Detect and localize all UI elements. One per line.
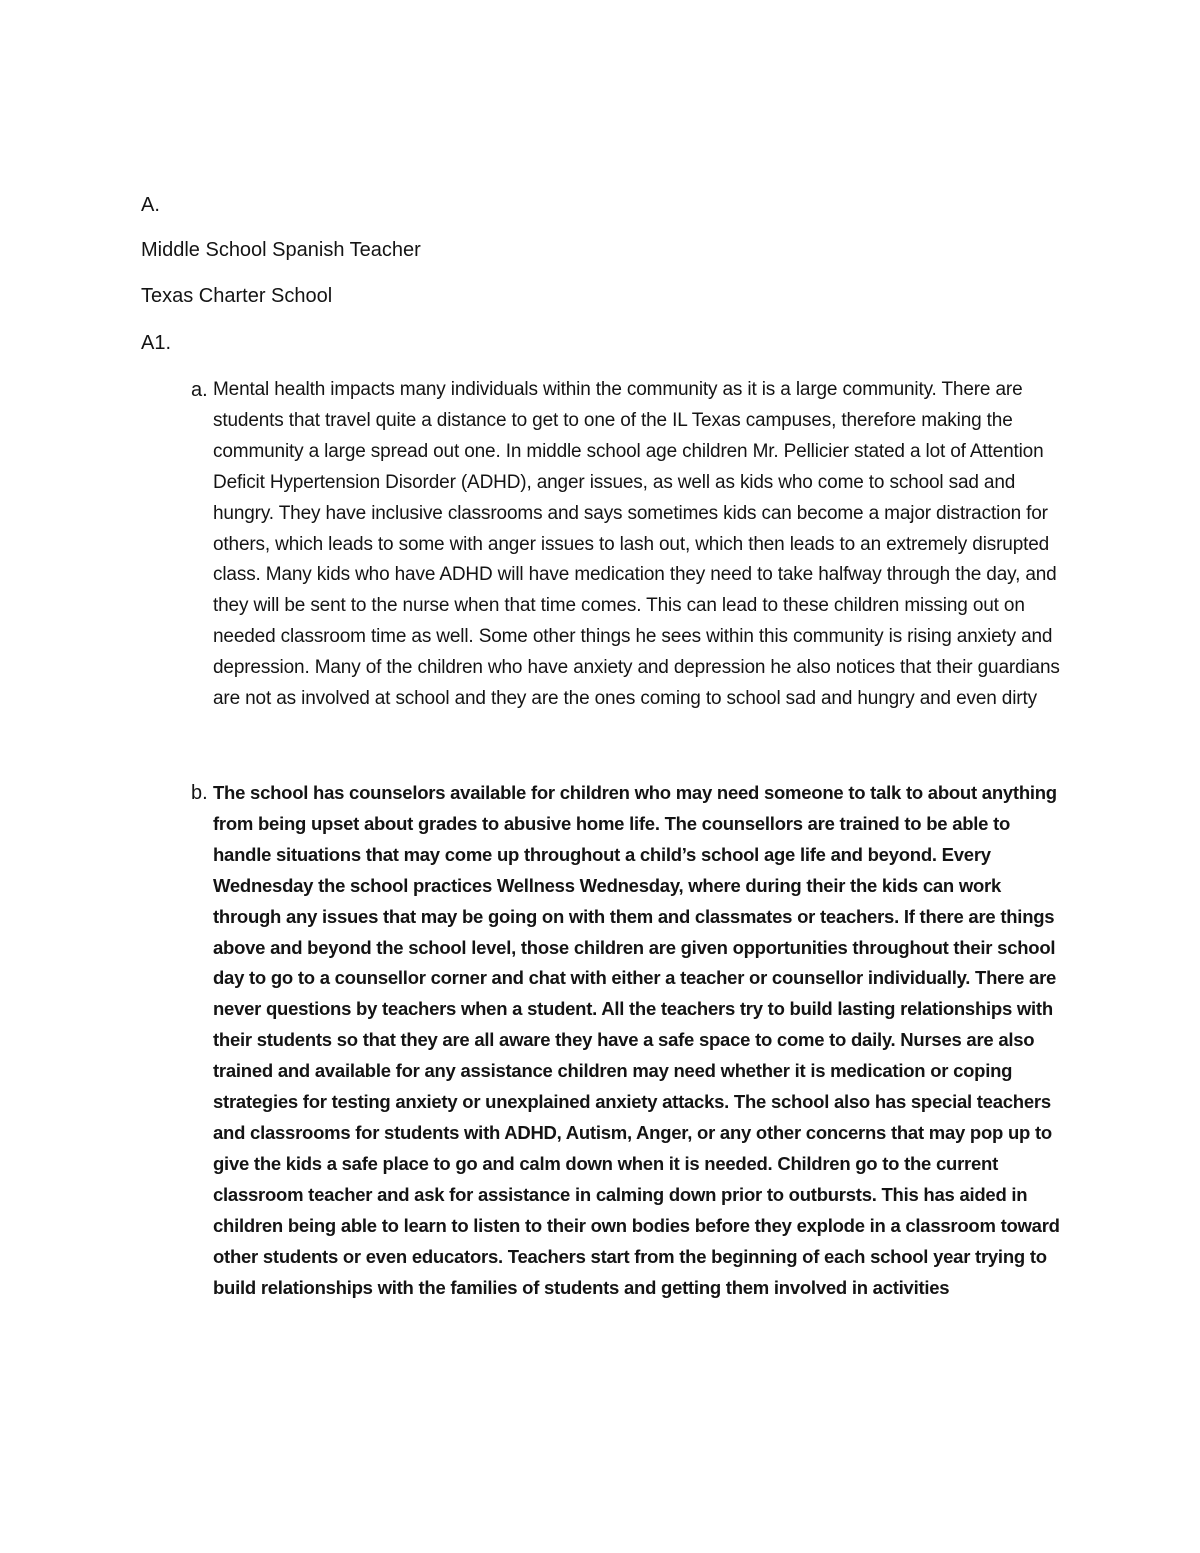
list-item-b (141, 778, 1071, 1303)
list-item-a-text: Mental health impacts many individuals within the community as it is a large community. There are students that travel quite a distance to get to one of the IL Texas campuses, therefore making the community a large spread out one. In middle school age children Mr. Pellicier stated a lot of Attention Deficit Hypertension Disorder (ADHD), anger issues, as well as kids who come to school sad and hungry. They have inclusive classrooms and says sometimes kids can become a major distraction for others, which leads to some with anger issues to lash out, which then leads to an extremely disrupted class. Many kids who have ADHD will have medication they need to take halfway through the day, and they will be sent to the nurse when that time comes. This can lead to these children missing out on needed classroom time as well. Some other things he sees within this community is rising anxiety and depression. Many of the children who have anxiety and depression he also notices that their guardians are not as involved at school and they are the ones coming to school sad and hungry and even dirty (213, 379, 1060, 710)
list-item-a (141, 375, 1071, 715)
section-a1-label: A1. (141, 332, 172, 354)
school-name: Texas Charter School (141, 285, 333, 307)
list-marker-a: a. (191, 379, 208, 401)
list-marker (141, 375, 213, 715)
section-a-label: A. (141, 194, 160, 216)
list-marker (141, 778, 213, 1303)
role-title: Middle School Spanish Teacher (141, 239, 421, 261)
list-item-b-text: The school has counselors available for children who may need someone to talk to about anything from being upset about grades to abusive home life. The counsellors are trained to be able to handle situations that may come up throughout a child’s school age life and beyond. Every Wednesday the school practices Wellness Wednesday, where during their the kids can work through any issues that may be going on with them and classmates or teachers. If there are things above and beyond the school level, those children are given opportunities throughout their school day to go to a counsellor corner and chat with either a teacher or counsellor individually. There are never questions by teachers when a student. All the teachers try to build lasting relationships with their students so that they are all aware they have a safe space to come to daily. Nurses are also trained and available for any assistance children may need whether it is medication or coping strategies for testing anxiety or unexplained anxiety attacks. The school also has special teachers and classrooms for students with ADHD, Autism, Anger, or any other concerns that may pop up to give the kids a safe place to go and calm down when it is needed. Children go to the current classroom teacher and ask for assistance in calming down prior to outbursts. This has aided in children being able to learn to listen to their own bodies before they explode in a classroom toward other students or even educators. Teachers start from the beginning of each school year trying to build relationships with the families of students and getting them involved in activities (213, 782, 1060, 1298)
list-marker-b: b. (191, 782, 208, 804)
